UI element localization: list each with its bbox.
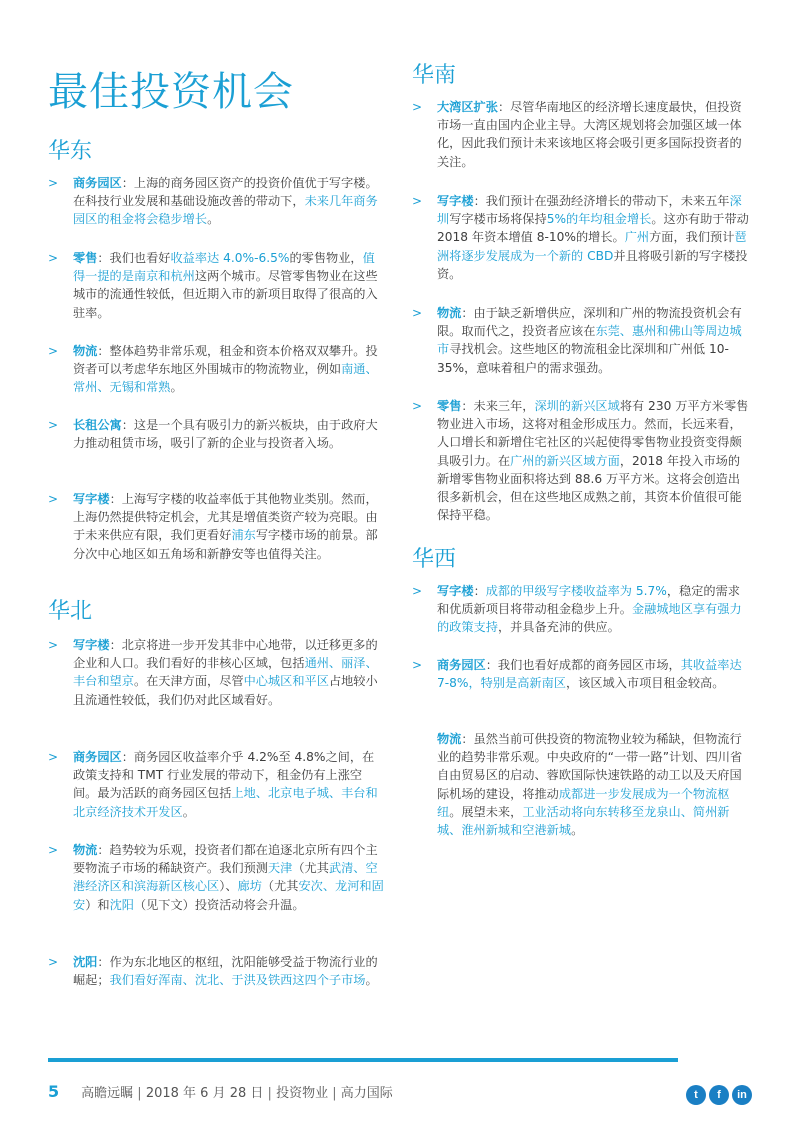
arrow-right-icon: > (48, 344, 59, 358)
page-number: 5 (48, 1082, 60, 1101)
company-name: 高力国际 (340, 1086, 393, 1101)
list-item: > 写字楼：上海写字楼的收益率低于其他物业类别。然而，上海仍然提供特定机会，尤其是增值类资产较为亮眼。由于未来供应有限，我们更看好浦东写字楼市场的前景。部分次中心地区如五角场和新静安等也值得关注。 (48, 492, 378, 561)
region-heading-east: 华东 (48, 139, 93, 164)
region-heading-south: 华南 (412, 63, 457, 88)
page-title: 最佳投资机会 (48, 69, 294, 115)
arrow-right-icon: > (48, 251, 59, 265)
linkedin-icon[interactable]: in (732, 1085, 752, 1105)
list-item: > 写字楼：北京将进一步开发其非中心地带，以迁移更多的企业和人口。我们看好的非核心区域，包括通州、丽泽、丰台和望京。在天津方面，尽管中心城区和平区占地较小且流通性较低，我们仍对此区域看好。 (48, 638, 378, 707)
social-links (686, 1085, 752, 1105)
twitter-icon[interactable]: t (686, 1085, 706, 1105)
region-heading-north: 华北 (48, 599, 93, 624)
region-heading-west: 华西 (412, 547, 457, 572)
arrow-right-icon: > (412, 658, 423, 672)
arrow-right-icon: > (48, 750, 59, 764)
list-item: 物流：虽然当前可供投资的物流物业较为稀缺，但物流行业的趋势非常乐观。中央政府的“一带一路”计划、四川省自由贸易区的启动、蓉欧国际快速铁路的动工以及天府国际机场的建设，将推动成都进一步发展成为一个物流枢纽。展望未来，工业活动将向东转移至龙泉山、简州新城、淮州新城和空港新城。 (437, 732, 743, 838)
list-item: > 商务园区：上海的商务园区资产的投资价值优于写字楼。在科技行业发展和基础设施改善的带动下，未来几年商务园区的租金将会稳步增长。 (48, 176, 378, 227)
list-item: > 商务园区：我们也看好成都的商务园区市场，其收益率达 7-8%，特别是高新南区，该区域入市项目租金较高。 (412, 658, 742, 691)
list-item: > 沈阳：作为东北地区的枢纽，沈阳能够受益于物流行业的崛起；我们看好浑南、沈北、于洪及铁西这四个子市场。 (48, 955, 378, 988)
list-item: > 长租公寓：这是一个具有吸引力的新兴板块，由于政府大力推动租赁市场，吸引了新的企业与投资者入场。 (48, 418, 378, 451)
page-footer: 5 高瞻远瞩 | 2018 年 6 月 28 日 | 投资物业 | 高力国际 (48, 1082, 393, 1101)
report-name: 高瞻远瞩 (81, 1086, 134, 1101)
arrow-right-icon: > (48, 955, 59, 969)
list-item: > 零售：我们也看好收益率达 4.0%-6.5%的零售物业，值得一提的是南京和杭州这两个城市。尽管零售物业在这些城市的流通性较低，但近期入市的新项目取得了很高的入驻率。 (48, 251, 378, 320)
arrow-right-icon: > (412, 306, 423, 320)
list-item: > 商务园区：商务园区收益率介乎 4.2%至 4.8%之间，在政策支持和 TMT 行业发展的带动下，租金仍有上涨空间。最为活跃的商务园区包括上地、北京电子城、丰台和北京经济技术开发区。 (48, 750, 378, 819)
arrow-right-icon: > (48, 843, 59, 857)
footer-divider (48, 1058, 678, 1062)
arrow-right-icon: > (48, 176, 59, 190)
list-item: > 物流：整体趋势非常乐观，租金和资本价格双双攀升。投资者可以考虑华东地区外围城市的物流物业，例如南通、常州、无锡和常熟。 (48, 344, 378, 395)
list-item: > 物流：趋势较为乐观，投资者们都在追逐北京所有四个主要物流子市场的稀缺资产。我们预测天津（尤其武清、空港经济区和滨海新区核心区）、廊坊（尤其安次、龙河和固安）和沈阳（见下文）投资活动将会升温。 (48, 843, 384, 912)
arrow-right-icon: > (412, 399, 423, 413)
arrow-right-icon: > (48, 638, 59, 652)
facebook-icon[interactable]: f (709, 1085, 729, 1105)
list-item: > 物流：由于缺乏新增供应，深圳和广州的物流投资机会有限。取而代之，投资者应该在东莞、惠州和佛山等周边城市寻找机会。这些地区的物流租金比深圳和广州低 10-35%，意味着租户的需求强劲。 (412, 306, 742, 375)
arrow-right-icon: > (412, 584, 423, 598)
report-date: 2018 年 6 月 28 日 (145, 1086, 264, 1101)
report-topic: 投资物业 (276, 1086, 329, 1101)
arrow-right-icon: > (412, 194, 423, 208)
list-item: > 大湾区扩张：尽管华南地区的经济增长速度最快，但投资市场一直由国内企业主导。大湾区规划将会加强区域一体化，因此我们预计未来该地区将会吸引更多国际投资者的关注。 (412, 100, 742, 169)
list-item: > 写字楼：我们预计在强劲经济增长的带动下，未来五年深圳写字楼市场将保持5%的年均租金增长。这亦有助于带动 2018 年资本增值 8-10%的增长。广州方面，我们预计琶洲将逐步发展成为一个新的 CBD并且将吸引新的写字楼投资。 (412, 194, 749, 281)
arrow-right-icon: > (48, 492, 59, 506)
list-item: > 写字楼：成都的甲级写字楼收益率为 5.7%，稳定的需求和优质新项目将带动租金稳步上升。金融城地区享有强力的政策支持，并具备充沛的供应。 (412, 584, 742, 635)
arrow-right-icon: > (412, 100, 423, 114)
list-item: > 零售：未来三年，深圳的新兴区域将有 230 万平方米零售物业进入市场，这将对租金形成压力。然而，长远来看，人口增长和新增住宅社区的兴起使得零售物业投资变得颇具吸引力。在广州的新兴区域方面，2018 年投入市场的新增零售物业面积将达到 88.6 万平方米。这将会创造出很多新机会，但在这些地区成熟之前，其资本价值很可能保持平稳。 (412, 399, 749, 523)
arrow-right-icon: > (48, 418, 59, 432)
